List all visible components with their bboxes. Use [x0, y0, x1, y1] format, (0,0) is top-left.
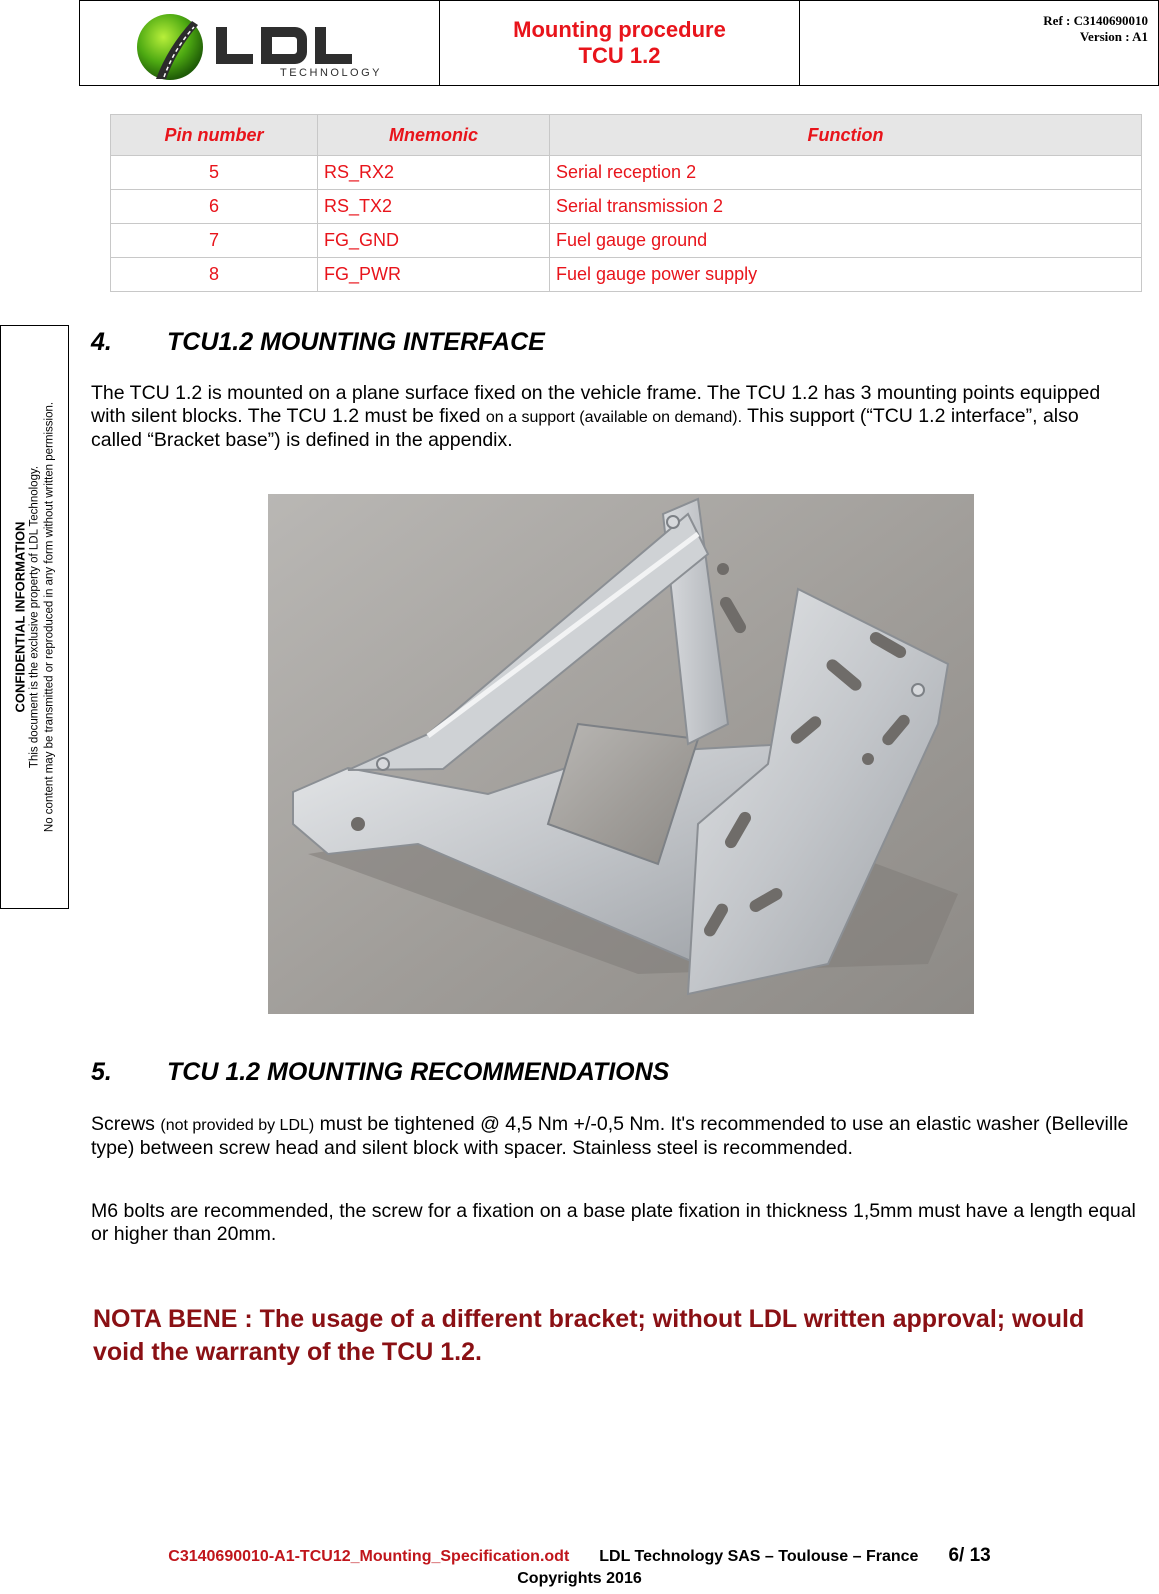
function-cell: Fuel gauge power supply [550, 258, 1142, 292]
section-number: 4. [91, 328, 112, 356]
confidential-line2: No content may be transmitted or reproduced in any form without written permission. [43, 401, 55, 833]
table-row [111, 258, 1142, 292]
mnemonic-cell: FG_GND [318, 224, 550, 258]
column-header: Mnemonic [318, 115, 550, 156]
confidential-title: CONFIDENTIAL INFORMATION [12, 521, 27, 713]
footer-filename: C3140690010-A1-TCU12_Mounting_Specification.odt [168, 1548, 570, 1565]
ldl-logo [80, 1, 440, 85]
pin-cell: 5 [111, 156, 318, 190]
table-row [111, 156, 1142, 190]
table-header-row [111, 115, 1142, 156]
footer-copyright: Copyrights 2016 [517, 1570, 642, 1587]
section-title: TCU1.2 MOUNTING INTERFACE [167, 328, 545, 356]
section-5-paragraph-2: M6 bolts are recommended, the screw for a fixation on a base plate fixation in thickness 1,5mm must have a length equal or higher than 20mm. [91, 1200, 1136, 1245]
title-line1: Mounting procedure [513, 17, 726, 42]
text-run: Screws [91, 1113, 161, 1135]
ref-number: Ref : C3140690010 [1043, 13, 1148, 28]
confidential-line1: This document is the exclusive property of LDL Technology. [28, 465, 40, 769]
function-cell: Serial reception 2 [550, 156, 1142, 190]
text-run: This support (“TCU 1.2 interface”, also called “Bracket base”) is defined in the appendix. [91, 405, 1079, 451]
pin-table [110, 114, 1142, 292]
page-header [79, 0, 1159, 86]
mnemonic-cell: FG_PWR [318, 258, 550, 292]
column-header: Pin number [111, 115, 318, 156]
logo-subtext: TECHNOLOGY [280, 67, 383, 79]
mnemonic-cell: RS_RX2 [318, 156, 550, 190]
column-header: Function [550, 115, 1142, 156]
pin-cell: 8 [111, 258, 318, 292]
text-run-small: (not provided by LDL) [160, 1117, 315, 1134]
bracket-photo [268, 494, 974, 1014]
section-5-heading [91, 1058, 669, 1087]
section-4-paragraph [91, 382, 1131, 452]
title-line2: TCU 1.2 [578, 43, 661, 68]
function-cell: Fuel gauge ground [550, 224, 1142, 258]
section-4-heading [91, 328, 545, 357]
text-run-small: on a support (available on demand). [485, 409, 743, 426]
header-ref [800, 1, 1158, 85]
footer-company: LDL Technology SAS – Toulouse – France [599, 1548, 919, 1565]
mnemonic-cell: RS_TX2 [318, 190, 550, 224]
page-number: 6/ 13 [948, 1545, 991, 1566]
pin-cell: 7 [111, 224, 318, 258]
function-cell: Serial transmission 2 [550, 190, 1142, 224]
page-footer [0, 1545, 1159, 1590]
header-title [440, 1, 800, 85]
version: Version : A1 [1079, 29, 1148, 44]
section-number: 5. [91, 1058, 112, 1086]
section-title: TCU 1.2 MOUNTING RECOMMENDATIONS [167, 1058, 670, 1086]
text-run: The TCU 1.2 is mounted on a plane surface fixed on the vehicle frame. The TCU 1.2 has 3 mounting points equipped with silent blocks. The TCU 1.2 must be fixed [91, 382, 1101, 427]
table-row [111, 190, 1142, 224]
confidential-box [0, 325, 69, 909]
pin-cell: 6 [111, 190, 318, 224]
logo-cell [80, 1, 440, 85]
table-row [111, 224, 1142, 258]
nota-bene: NOTA BENE : The usage of a different bracket; without LDL written approval; would void the warranty of the TCU 1.2. [93, 1305, 1085, 1366]
text-run: must be tightened @ 4,5 Nm +/-0,5 Nm. It's recommended to use an elastic washer (Belleville type) between screw head and silent block with spacer. Stainless steel is recommended. [91, 1113, 1129, 1159]
section-5-paragraph-1 [91, 1113, 1131, 1160]
